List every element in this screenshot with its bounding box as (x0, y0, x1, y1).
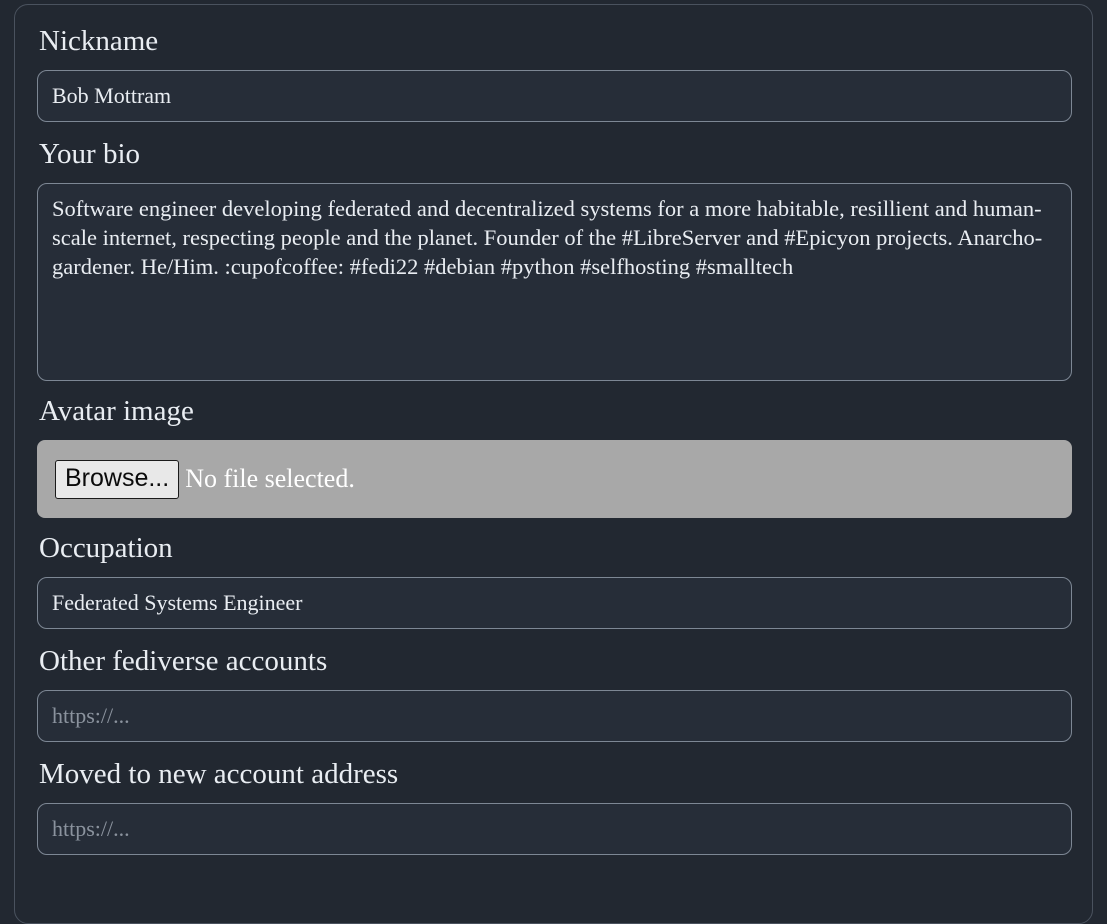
moved-to-label: Moved to new account address (39, 758, 399, 790)
occupation-label: Occupation (39, 532, 173, 564)
profile-edit-panel (14, 4, 1093, 924)
browse-button[interactable]: Browse... (55, 460, 179, 499)
nickname-label: Nickname (39, 25, 159, 57)
field-nickname (37, 27, 1070, 122)
bio-textarea[interactable] (37, 183, 1072, 381)
field-other-accounts (37, 647, 1070, 742)
spacer (37, 122, 1070, 140)
moved-to-input[interactable] (37, 803, 1072, 855)
spacer (37, 518, 1070, 534)
occupation-input[interactable] (37, 577, 1072, 629)
other-accounts-label: Other fediverse accounts (39, 645, 328, 677)
other-accounts-input[interactable] (37, 690, 1072, 742)
field-bio (37, 140, 1070, 381)
avatar-file-picker[interactable] (37, 440, 1072, 518)
nickname-input[interactable] (37, 70, 1072, 122)
field-occupation (37, 534, 1070, 629)
field-avatar (37, 397, 1070, 518)
avatar-label: Avatar image (39, 395, 194, 427)
bio-label: Your bio (39, 138, 141, 170)
field-moved-to (37, 760, 1070, 855)
file-selection-status: No file selected. (185, 464, 355, 493)
